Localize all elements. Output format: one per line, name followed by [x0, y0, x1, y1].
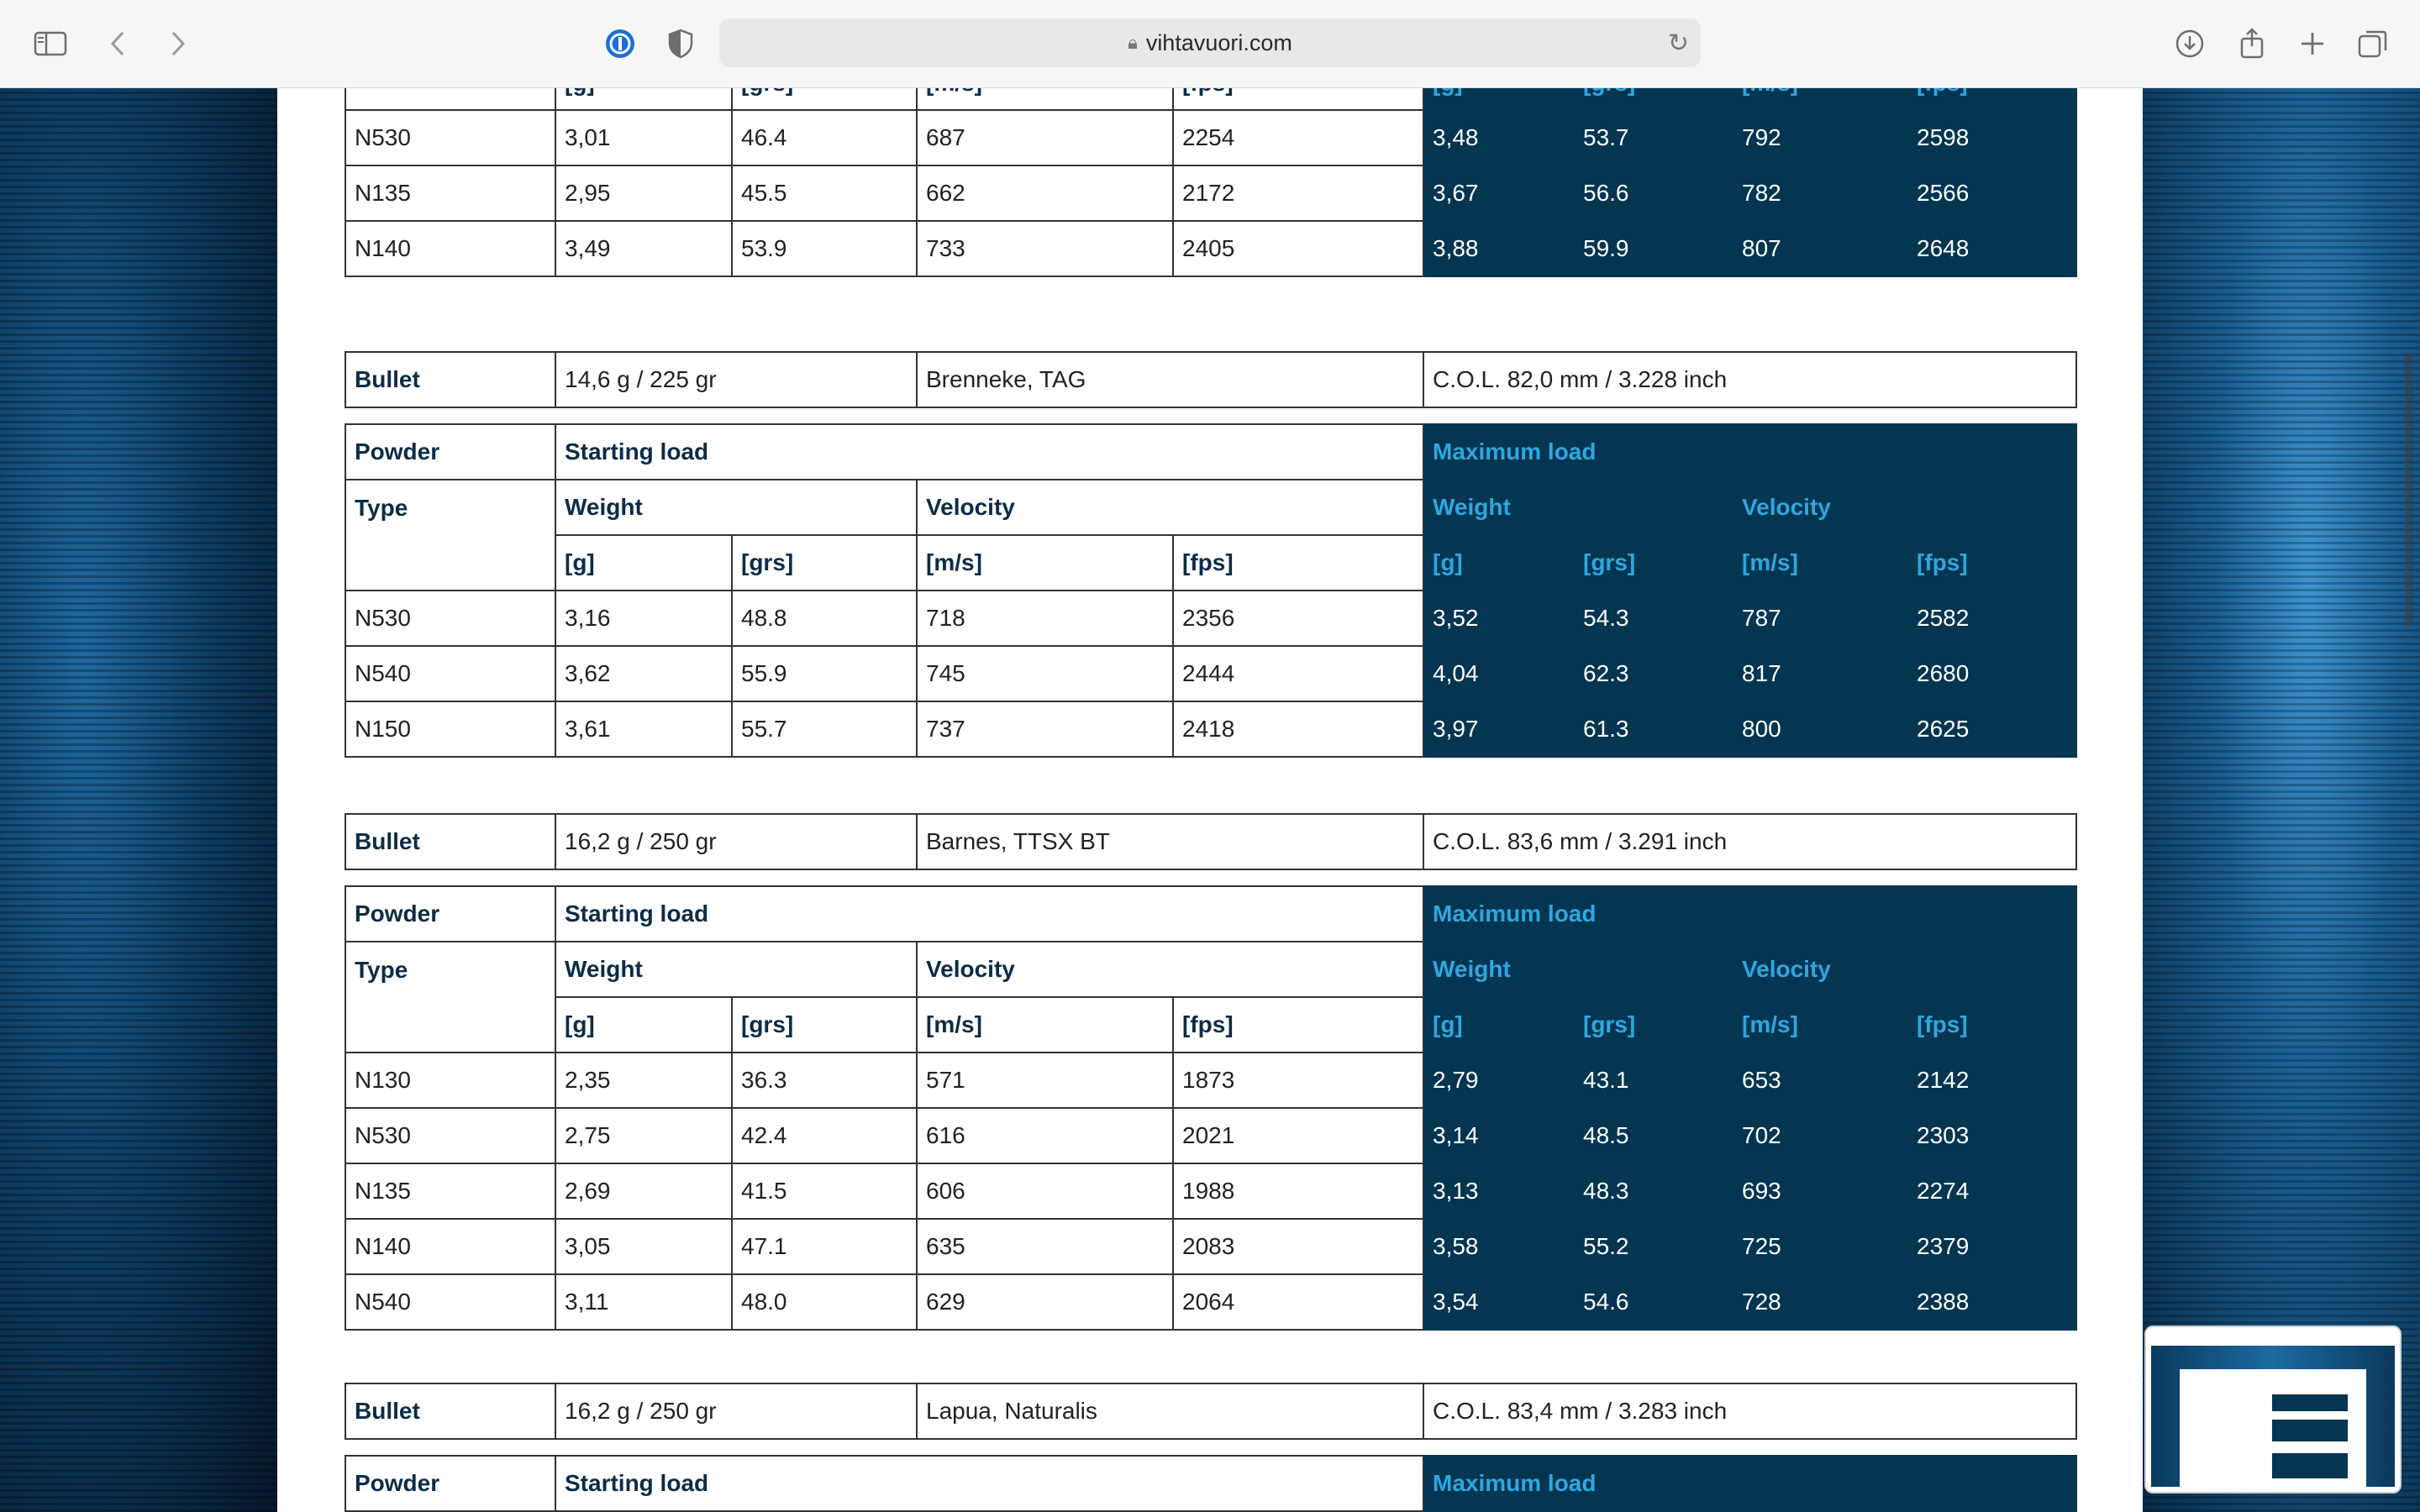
start-weight-g: 3,61 [555, 701, 732, 757]
start-weight-g: 3,62 [555, 646, 732, 701]
max-velocity-ms: 725 [1733, 1219, 1907, 1274]
max-velocity-fps: 2142 [1907, 1053, 2076, 1108]
start-weight-g: 2,69 [555, 1163, 732, 1219]
load-data-table [345, 885, 2077, 1331]
start-weight-grs: 55.9 [732, 646, 917, 701]
max-velocity-fps: 2379 [1907, 1219, 2076, 1274]
load-data-table-partial [345, 55, 2077, 277]
max-velocity-header: Velocity [1733, 942, 2076, 997]
max-weight-g: 3,52 [1423, 591, 1574, 646]
sidebar-icon[interactable] [32, 25, 69, 62]
start-velocity-fps: 2444 [1173, 646, 1423, 701]
powder-header: Powder [345, 1456, 555, 1511]
type-spacer [345, 535, 555, 591]
start-velocity-fps: 1873 [1173, 1053, 1423, 1108]
max-weight-g: 3,58 [1423, 1219, 1574, 1274]
max-weight-header: Weight [1423, 480, 1733, 535]
background-image-right [2143, 87, 2420, 1512]
maximum-load-header: Maximum load [1423, 424, 2076, 480]
max-weight-grs: 61.3 [1574, 701, 1733, 757]
powder-type: N140 [345, 221, 555, 276]
start-velocity-header: Velocity [917, 480, 1423, 535]
privacy-shield-icon[interactable] [662, 25, 699, 62]
start-velocity-fps: 2021 [1173, 1108, 1423, 1163]
max-weight-grs: 56.6 [1574, 165, 1733, 221]
start-velocity-fps: 1988 [1173, 1163, 1423, 1219]
max-weight-g: 4,04 [1423, 646, 1574, 701]
max-weight-g: 3,67 [1423, 165, 1574, 221]
max-weight-grs: 43.1 [1574, 1053, 1733, 1108]
bullet-info-table [345, 813, 2077, 870]
unit-ms: [m/s] [917, 997, 1173, 1053]
start-weight-grs: 55.7 [732, 701, 917, 757]
unit-g: [g] [555, 535, 732, 591]
maximum-load-header: Maximum load [1423, 1456, 2076, 1511]
table-row [345, 1053, 2076, 1108]
start-weight-grs: 45.5 [732, 165, 917, 221]
page-preview-thumbnail[interactable] [2144, 1326, 2402, 1494]
starting-load-header: Starting load [555, 424, 1423, 480]
max-velocity-fps: 2680 [1907, 646, 2076, 701]
start-velocity-ms: 571 [917, 1053, 1173, 1108]
max-velocity-ms: 800 [1733, 701, 1907, 757]
bullet-name: Brenneke, TAG [917, 352, 1423, 407]
max-weight-g: 3,13 [1423, 1163, 1574, 1219]
start-velocity-ms: 606 [917, 1163, 1173, 1219]
table-row [345, 701, 2076, 757]
bullet-col: C.O.L. 82,0 mm / 3.228 inch [1423, 352, 2076, 407]
start-velocity-ms: 629 [917, 1274, 1173, 1330]
max-weight-g: 2,79 [1423, 1053, 1574, 1108]
max-velocity-fps: 2648 [1907, 221, 2076, 276]
address-bar[interactable] [719, 18, 1701, 67]
bullet-weight: 16,2 g / 250 gr [555, 814, 917, 869]
start-weight-grs: 36.3 [732, 1053, 917, 1108]
maximum-load-header: Maximum load [1423, 886, 2076, 942]
table-row [345, 165, 2076, 221]
powder-type: N530 [345, 1108, 555, 1163]
tab-overview-icon[interactable] [2354, 25, 2391, 62]
start-velocity-ms: 745 [917, 646, 1173, 701]
unit-ms: [m/s] [917, 535, 1173, 591]
unit-grs-max: [grs] [1574, 997, 1733, 1053]
max-weight-g: 3,14 [1423, 1108, 1574, 1163]
page-content [277, 87, 2143, 1512]
start-weight-header: Weight [555, 480, 917, 535]
start-weight-g: 2,75 [555, 1108, 732, 1163]
bullet-col: C.O.L. 83,4 mm / 3.283 inch [1423, 1383, 2076, 1439]
unit-grs: [grs] [732, 535, 917, 591]
powder-type: N135 [345, 165, 555, 221]
max-velocity-fps: 2566 [1907, 165, 2076, 221]
browser-toolbar [0, 0, 2420, 88]
max-weight-g: 3,88 [1423, 221, 1574, 276]
powder-header: Powder [345, 886, 555, 942]
max-weight-grs: 54.3 [1574, 591, 1733, 646]
unit-ms-max: [m/s] [1733, 535, 1907, 591]
max-weight-grs: 54.6 [1574, 1274, 1733, 1330]
table-row [345, 110, 2076, 165]
start-velocity-fps: 2418 [1173, 701, 1423, 757]
max-velocity-ms: 693 [1733, 1163, 1907, 1219]
start-weight-g: 3,11 [555, 1274, 732, 1330]
password-icon[interactable] [602, 25, 639, 62]
background-image-left [0, 87, 277, 1512]
max-velocity-fps: 2598 [1907, 110, 2076, 165]
max-weight-grs: 55.2 [1574, 1219, 1733, 1274]
bullet-weight: 14,6 g / 225 gr [555, 352, 917, 407]
type-spacer [345, 997, 555, 1053]
unit-g: [g] [555, 997, 732, 1053]
start-weight-grs: 42.4 [732, 1108, 917, 1163]
table-row [345, 591, 2076, 646]
bullet-label: Bullet [345, 814, 555, 869]
max-weight-g: 3,48 [1423, 110, 1574, 165]
bullet-name: Lapua, Naturalis [917, 1383, 1423, 1439]
unit-g-max: [g] [1423, 997, 1574, 1053]
start-velocity-ms: 616 [917, 1108, 1173, 1163]
max-velocity-ms: 782 [1733, 165, 1907, 221]
unit-g-max: [g] [1423, 535, 1574, 591]
bullet-label: Bullet [345, 1383, 555, 1439]
type-header: Type [345, 942, 555, 997]
reload-icon[interactable]: ↻ [1667, 29, 1689, 57]
max-velocity-fps: 2582 [1907, 591, 2076, 646]
start-velocity-ms: 737 [917, 701, 1173, 757]
max-velocity-ms: 817 [1733, 646, 1907, 701]
unit-ms-max: [m/s] [1733, 997, 1907, 1053]
max-velocity-ms: 728 [1733, 1274, 1907, 1330]
unit-fps: [fps] [1173, 997, 1423, 1053]
start-weight-g: 2,95 [555, 165, 732, 221]
bullet-col: C.O.L. 83,6 mm / 3.291 inch [1423, 814, 2076, 869]
unit-grs: [grs] [732, 997, 917, 1053]
load-data-table-partial [345, 1455, 2077, 1512]
unit-grs-max: [grs] [1574, 535, 1733, 591]
start-weight-grs: 47.1 [732, 1219, 917, 1274]
start-weight-g: 2,35 [555, 1053, 732, 1108]
max-velocity-ms: 807 [1733, 221, 1907, 276]
start-weight-grs: 46.4 [732, 110, 917, 165]
powder-type: N530 [345, 591, 555, 646]
bullet-label: Bullet [345, 352, 555, 407]
powder-type: N130 [345, 1053, 555, 1108]
start-velocity-fps: 2064 [1173, 1274, 1423, 1330]
start-velocity-fps: 2254 [1173, 110, 1423, 165]
start-weight-g: 3,01 [555, 110, 732, 165]
table-row [345, 1163, 2076, 1219]
table-row [345, 1274, 2076, 1330]
unit-fps: [fps] [1173, 535, 1423, 591]
max-velocity-header: Velocity [1733, 480, 2076, 535]
max-velocity-fps: 2303 [1907, 1108, 2076, 1163]
unit-fps-max: [fps] [1907, 997, 2076, 1053]
unit-fps-max: [fps] [1907, 535, 2076, 591]
max-weight-grs: 53.7 [1574, 110, 1733, 165]
powder-type: N530 [345, 110, 555, 165]
max-velocity-ms: 787 [1733, 591, 1907, 646]
start-velocity-ms: 687 [917, 110, 1173, 165]
powder-type: N150 [345, 701, 555, 757]
forward-icon[interactable] [160, 25, 197, 62]
max-velocity-ms: 653 [1733, 1053, 1907, 1108]
start-weight-header: Weight [555, 942, 917, 997]
start-velocity-ms: 733 [917, 221, 1173, 276]
start-velocity-fps: 2405 [1173, 221, 1423, 276]
powder-header: Powder [345, 424, 555, 480]
max-weight-grs: 59.9 [1574, 221, 1733, 276]
starting-load-header: Starting load [555, 886, 1423, 942]
table-row [345, 221, 2076, 276]
new-tab-icon[interactable] [2294, 25, 2331, 62]
lock-icon: 🔒︎ [1128, 32, 1138, 53]
max-velocity-ms: 702 [1733, 1108, 1907, 1163]
download-icon[interactable] [2171, 25, 2208, 62]
table-row [345, 646, 2076, 701]
max-velocity-fps: 2625 [1907, 701, 2076, 757]
share-icon[interactable] [2233, 25, 2270, 62]
bullet-weight: 16,2 g / 250 gr [555, 1383, 917, 1439]
powder-type: N540 [345, 1274, 555, 1330]
start-weight-grs: 41.5 [732, 1163, 917, 1219]
bullet-name: Barnes, TTSX BT [917, 814, 1423, 869]
bullet-info-table [345, 351, 2077, 408]
max-weight-grs: 62.3 [1574, 646, 1733, 701]
start-velocity-fps: 2083 [1173, 1219, 1423, 1274]
start-velocity-ms: 662 [917, 165, 1173, 221]
powder-type: N540 [345, 646, 555, 701]
max-velocity-fps: 2388 [1907, 1274, 2076, 1330]
max-velocity-ms: 792 [1733, 110, 1907, 165]
starting-load-header: Starting load [555, 1456, 1423, 1511]
powder-type: N135 [345, 1163, 555, 1219]
start-weight-grs: 48.0 [732, 1274, 917, 1330]
start-weight-grs: 48.8 [732, 591, 917, 646]
start-velocity-fps: 2356 [1173, 591, 1423, 646]
start-velocity-header: Velocity [917, 942, 1423, 997]
start-velocity-fps: 2172 [1173, 165, 1423, 221]
max-weight-g: 3,97 [1423, 701, 1574, 757]
url-text: vihtavuori.com [1145, 29, 1292, 55]
load-data-table [345, 423, 2077, 758]
table-row [345, 1108, 2076, 1163]
max-weight-header: Weight [1423, 942, 1733, 997]
max-velocity-fps: 2274 [1907, 1163, 2076, 1219]
max-weight-g: 3,54 [1423, 1274, 1574, 1330]
powder-type: N140 [345, 1219, 555, 1274]
table-row [345, 1219, 2076, 1274]
start-velocity-ms: 635 [917, 1219, 1173, 1274]
start-weight-g: 3,49 [555, 221, 732, 276]
start-weight-g: 3,05 [555, 1219, 732, 1274]
start-velocity-ms: 718 [917, 591, 1173, 646]
max-weight-grs: 48.3 [1574, 1163, 1733, 1219]
start-weight-g: 3,16 [555, 591, 732, 646]
back-icon[interactable] [99, 25, 136, 62]
bullet-info-table [345, 1383, 2077, 1440]
type-header: Type [345, 480, 555, 535]
start-weight-grs: 53.9 [732, 221, 917, 276]
page-scrollbar[interactable] [2405, 353, 2413, 627]
max-weight-grs: 48.5 [1574, 1108, 1733, 1163]
